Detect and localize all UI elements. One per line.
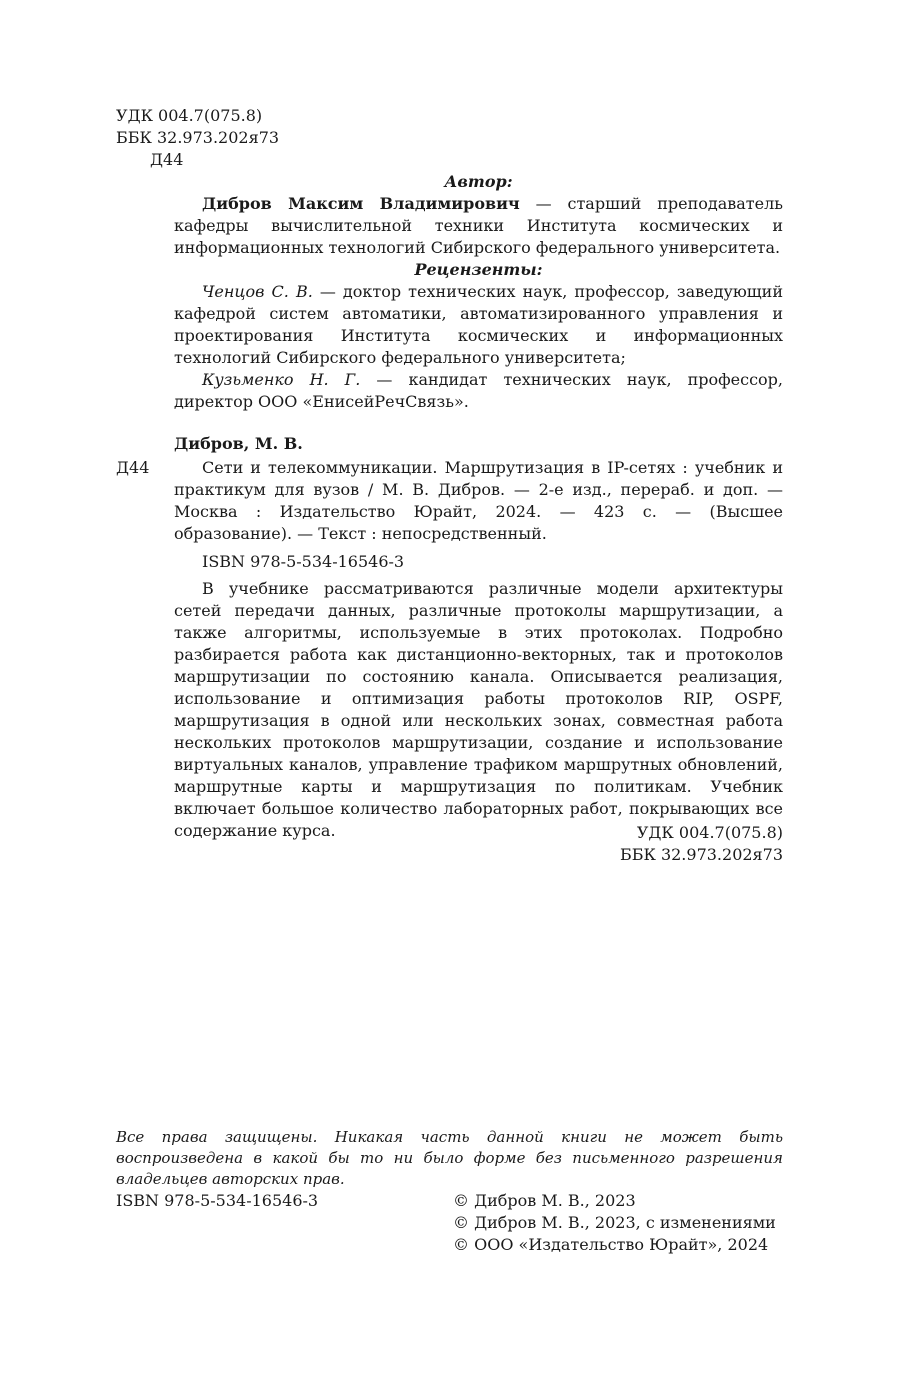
classification-bbk: ББК 32.973.202я73 (619, 845, 783, 864)
author-name: Дибров Максим Владимирович (202, 194, 520, 213)
reviewer-desc: — кандидат технических наук, профессор, директор ООО «ЕнисейРечСвязь». (174, 370, 783, 411)
copyright-line: © Дибров М. В., 2023 (453, 1191, 636, 1210)
biblio-text: Сети и телекоммуникации. Маршрутизация в IP-сетях : учебник и практикум для вузов / М. В. Дибров. — 2-е изд., перераб. и доп. — Москва : Издательство Юрайт, 2024. — 423 с. — (Высшее образование). — Текст : непосредственный. (174, 458, 783, 543)
reviewers-heading: Рецензенты: (414, 260, 543, 279)
header-code: Д44 (150, 150, 184, 169)
copyright-line: © ООО «Издательство Юрайт», 2024 (453, 1235, 769, 1254)
annotation: В учебнике рассматриваются различные модели архитектуры сетей передачи данных, различные протоколы маршрутизации, а также алгоритмы, используемые в этих протоколах. Подробно разбирается работа как дистанционно-векторных, так и протоколов маршрутизации по состоянию канала. Описывается реализация, использование и оптимизация работы протоколов RIP, OSPF, маршрутизация в одной или нескольких зонах, совместная работа нескольких протоколов маршрутизации, создание и использование виртуальных каналов, управление трафиком маршрутных обновлений, маршрутные карты и маршрутизация по политикам. Учебник включает большое количество лабораторных работ, покрывающих все содержание курса. (174, 579, 783, 840)
header-bbk: ББК 32.973.202я73 (116, 128, 280, 147)
biblio-author: Дибров, М. В. (174, 434, 303, 453)
reviewer-name: Ченцов С. В. (202, 282, 313, 301)
author-paragraph (174, 193, 783, 259)
reviewer-desc: — доктор технических наук, профессор, заведующий кафедрой систем автоматики, автоматизированного управления и проектирования Института космических и информационных технологий Сибирского федерального университета; (174, 282, 783, 367)
biblio-isbn: ISBN 978-5-534-16546-3 (202, 552, 405, 571)
reviewer-paragraph-1 (174, 281, 783, 369)
classification-udk: УДК 004.7(075.8) (636, 823, 783, 842)
author-desc: — старший преподаватель кафедры вычислительной техники Института космических и информационных технологий Сибирского федерального университета. (174, 194, 784, 257)
biblio-code: Д44 (116, 458, 150, 477)
reviewer-paragraph-2 (174, 369, 783, 413)
reviewer-name: Кузьменко Н. Г. (202, 370, 361, 389)
copyright-line: © Дибров М. В., 2023, с изменениями (453, 1213, 776, 1232)
author-heading: Автор: (444, 172, 513, 191)
footer-isbn: ISBN 978-5-534-16546-3 (116, 1191, 319, 1210)
rights-notice: Все права защищены. Никакая часть данной книги не может быть воспроизведена в какой бы то ни было форме без письменного разрешения владельцев авторских прав. (116, 1128, 783, 1188)
header-udk: УДК 004.7(075.8) (116, 106, 263, 125)
